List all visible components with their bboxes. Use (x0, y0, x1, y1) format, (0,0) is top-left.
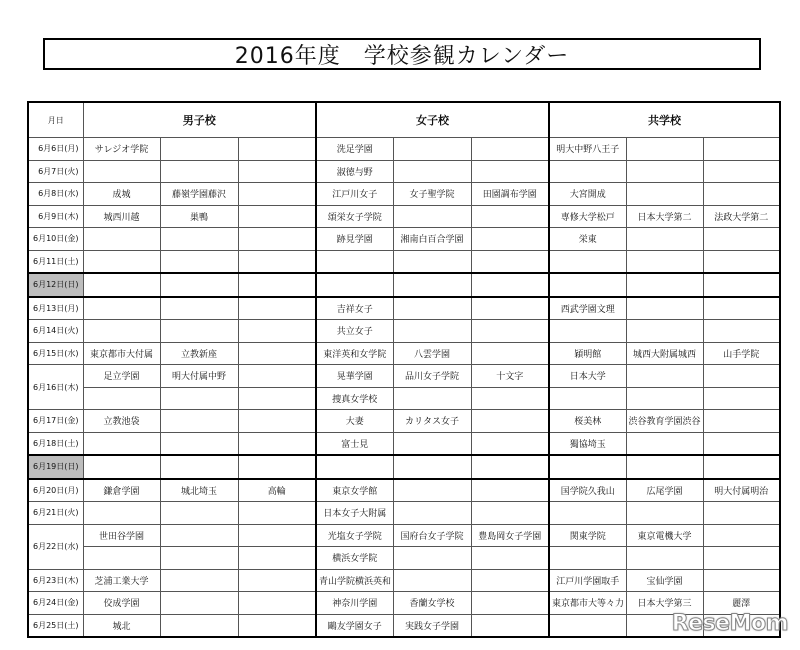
school-cell: 麗澤 (703, 592, 780, 615)
school-cell (160, 138, 238, 161)
school-cell (160, 569, 238, 592)
calendar-row (28, 502, 780, 525)
school-cell (471, 569, 549, 592)
school-cell: 東京都市大付属 (83, 342, 160, 365)
school-cell (83, 455, 160, 479)
school-cell (703, 547, 780, 570)
school-cell (238, 160, 316, 183)
calendar-table (27, 101, 781, 638)
school-cell: 江戸川学園取手 (549, 569, 626, 592)
school-cell (83, 160, 160, 183)
school-cell: 田園調布学園 (471, 183, 549, 206)
school-cell (626, 502, 703, 525)
school-cell (160, 297, 238, 320)
calendar-row (28, 342, 780, 365)
school-cell (238, 183, 316, 206)
school-cell (393, 138, 471, 161)
girls-header: 女子校 (316, 102, 549, 138)
calendar-row (28, 432, 780, 455)
school-cell (549, 614, 626, 637)
school-cell (83, 387, 160, 410)
school-cell (626, 228, 703, 251)
date-cell: 6月9日(木) (28, 205, 83, 228)
school-cell: 国府台女子学院 (393, 524, 471, 547)
school-cell: 青山学院横浜英和 (316, 569, 393, 592)
school-cell: 江戸川女子 (316, 183, 393, 206)
school-cell (626, 455, 703, 479)
school-cell (160, 455, 238, 479)
school-cell (471, 273, 549, 297)
school-cell: 品川女子学院 (393, 365, 471, 388)
school-cell: 藤嶺学園藤沢 (160, 183, 238, 206)
school-cell: 共立女子 (316, 320, 393, 343)
school-cell (238, 592, 316, 615)
school-cell (471, 160, 549, 183)
school-cell (703, 387, 780, 410)
school-cell: 日本大学第三 (626, 592, 703, 615)
school-cell: 栄東 (549, 228, 626, 251)
school-cell (160, 160, 238, 183)
school-cell (393, 205, 471, 228)
school-cell: 城西大附属城西 (626, 342, 703, 365)
school-cell (471, 138, 549, 161)
school-cell: 富士見 (316, 432, 393, 455)
calendar-row (28, 365, 780, 388)
school-cell (160, 228, 238, 251)
calendar-row (28, 410, 780, 433)
school-cell: 山手学院 (703, 342, 780, 365)
school-cell: 鷗友学園女子 (316, 614, 393, 637)
school-cell (703, 455, 780, 479)
calendar-row (28, 297, 780, 320)
school-cell (471, 205, 549, 228)
calendar-row (28, 479, 780, 502)
date-cell: 6月14日(火) (28, 320, 83, 343)
school-cell: 洗足学園 (316, 138, 393, 161)
school-cell (703, 365, 780, 388)
school-cell (238, 455, 316, 479)
calendar-row (28, 455, 780, 479)
date-cell: 6月25日(土) (28, 614, 83, 637)
school-cell: 立教新座 (160, 342, 238, 365)
school-cell (471, 410, 549, 433)
school-cell: 晃華学園 (316, 365, 393, 388)
school-cell (626, 250, 703, 273)
school-cell (238, 410, 316, 433)
school-cell: 成城 (83, 183, 160, 206)
school-cell (549, 547, 626, 570)
school-cell (626, 183, 703, 206)
date-cell: 6月22日(水) (28, 524, 83, 569)
school-cell: 日本女子大附属 (316, 502, 393, 525)
school-cell: 獨協埼玉 (549, 432, 626, 455)
school-cell: 鎌倉学園 (83, 479, 160, 502)
school-cell: 渋谷教育学園渋谷 (626, 410, 703, 433)
school-cell (703, 138, 780, 161)
school-cell: 大宮開成 (549, 183, 626, 206)
school-cell (393, 432, 471, 455)
school-cell (471, 432, 549, 455)
school-cell (626, 297, 703, 320)
school-cell (83, 547, 160, 570)
school-cell (471, 592, 549, 615)
school-cell (160, 614, 238, 637)
school-cell: 湘南白百合学園 (393, 228, 471, 251)
school-cell (703, 524, 780, 547)
school-cell (703, 183, 780, 206)
date-cell: 6月6日(月) (28, 138, 83, 161)
school-cell: 広尾学園 (626, 479, 703, 502)
date-cell: 6月10日(金) (28, 228, 83, 251)
school-cell: 神奈川学園 (316, 592, 393, 615)
school-cell (160, 387, 238, 410)
school-cell (549, 273, 626, 297)
school-cell (160, 547, 238, 570)
school-cell (703, 502, 780, 525)
school-cell (626, 547, 703, 570)
school-cell (393, 273, 471, 297)
school-cell (160, 320, 238, 343)
school-cell: 城北埼玉 (160, 479, 238, 502)
school-cell (393, 547, 471, 570)
school-cell: 芝浦工業大学 (83, 569, 160, 592)
school-cell (549, 455, 626, 479)
school-cell: 立教池袋 (83, 410, 160, 433)
school-cell: 東京都市大等々力 (549, 592, 626, 615)
school-cell (703, 569, 780, 592)
school-cell (83, 502, 160, 525)
school-cell (316, 250, 393, 273)
school-cell (393, 387, 471, 410)
school-cell (83, 273, 160, 297)
school-cell: 国学院久我山 (549, 479, 626, 502)
school-cell (160, 502, 238, 525)
school-cell (238, 502, 316, 525)
school-cell (238, 320, 316, 343)
school-cell (393, 479, 471, 502)
school-cell: 足立学園 (83, 365, 160, 388)
school-cell (393, 160, 471, 183)
calendar-row (28, 524, 780, 547)
school-cell (238, 569, 316, 592)
school-cell (471, 387, 549, 410)
school-cell: 横浜女学院 (316, 547, 393, 570)
school-cell (626, 432, 703, 455)
school-cell (549, 320, 626, 343)
school-cell (238, 250, 316, 273)
school-cell (83, 297, 160, 320)
calendar-row (28, 183, 780, 206)
calendar-row (28, 228, 780, 251)
school-cell (703, 410, 780, 433)
school-cell (316, 455, 393, 479)
school-cell (626, 387, 703, 410)
school-cell (471, 342, 549, 365)
school-cell: 大妻 (316, 410, 393, 433)
school-cell: 関東学院 (549, 524, 626, 547)
school-cell (471, 502, 549, 525)
school-cell (83, 250, 160, 273)
school-cell (471, 547, 549, 570)
school-cell: 巣鴨 (160, 205, 238, 228)
school-cell: 東洋英和女学院 (316, 342, 393, 365)
school-cell: 十文字 (471, 365, 549, 388)
date-cell: 6月15日(水) (28, 342, 83, 365)
calendar-row (28, 205, 780, 228)
date-cell: 6月7日(火) (28, 160, 83, 183)
school-cell: 東京女学館 (316, 479, 393, 502)
school-cell (471, 614, 549, 637)
school-cell (238, 524, 316, 547)
date-cell: 6月13日(月) (28, 297, 83, 320)
school-cell: カリタス女子 (393, 410, 471, 433)
school-cell (83, 228, 160, 251)
calendar-row (28, 592, 780, 615)
school-cell (626, 138, 703, 161)
school-cell (393, 455, 471, 479)
school-cell: 高輪 (238, 479, 316, 502)
school-cell (393, 250, 471, 273)
school-cell (83, 320, 160, 343)
date-cell: 6月16日(木) (28, 365, 83, 410)
calendar-body (28, 138, 780, 638)
date-cell: 6月24日(金) (28, 592, 83, 615)
calendar-row (28, 160, 780, 183)
date-cell: 6月18日(土) (28, 432, 83, 455)
school-cell (393, 502, 471, 525)
school-cell (238, 387, 316, 410)
school-cell (238, 365, 316, 388)
date-cell: 6月20日(月) (28, 479, 83, 502)
date-cell: 6月12日(日) (28, 273, 83, 297)
school-cell (703, 273, 780, 297)
school-cell (549, 387, 626, 410)
calendar-row (28, 138, 780, 161)
boys-header: 男子校 (83, 102, 316, 138)
school-cell (549, 502, 626, 525)
school-cell (238, 547, 316, 570)
header-row (28, 102, 780, 138)
school-cell: 佼成学園 (83, 592, 160, 615)
school-cell: 頌栄女子学院 (316, 205, 393, 228)
school-cell (703, 250, 780, 273)
school-cell (238, 138, 316, 161)
date-cell: 6月8日(水) (28, 183, 83, 206)
school-cell: 世田谷学園 (83, 524, 160, 547)
school-cell (316, 273, 393, 297)
school-cell: 八雲学園 (393, 342, 471, 365)
date-header: 月日 (28, 102, 83, 138)
date-cell: 6月17日(金) (28, 410, 83, 433)
calendar-row (28, 569, 780, 592)
school-cell (238, 228, 316, 251)
calendar-row (28, 273, 780, 297)
school-cell: 日本大学第二 (626, 205, 703, 228)
school-cell (471, 320, 549, 343)
calendar-table-wrap (27, 101, 779, 638)
school-cell (471, 455, 549, 479)
school-cell: 豊島岡女子学園 (471, 524, 549, 547)
school-cell: サレジオ学院 (83, 138, 160, 161)
school-cell: 東京電機大学 (626, 524, 703, 547)
school-cell (160, 410, 238, 433)
school-cell: 明大付属中野 (160, 365, 238, 388)
calendar-row (28, 250, 780, 273)
school-cell: 穎明館 (549, 342, 626, 365)
school-cell (471, 228, 549, 251)
school-cell (626, 160, 703, 183)
school-cell (703, 160, 780, 183)
school-cell: 明大中野八王子 (549, 138, 626, 161)
school-cell: 城西川越 (83, 205, 160, 228)
school-cell: 捜真女学校 (316, 387, 393, 410)
resemom-watermark: ReseMom (671, 611, 788, 636)
school-cell (238, 205, 316, 228)
school-cell (549, 250, 626, 273)
school-cell (238, 273, 316, 297)
school-cell: 女子聖学院 (393, 183, 471, 206)
school-cell (83, 432, 160, 455)
school-cell (238, 297, 316, 320)
school-cell: 法政大学第二 (703, 205, 780, 228)
school-cell (626, 320, 703, 343)
date-cell: 6月21日(火) (28, 502, 83, 525)
school-cell: 吉祥女子 (316, 297, 393, 320)
school-cell (703, 320, 780, 343)
school-cell (703, 432, 780, 455)
school-cell (238, 614, 316, 637)
calendar-row (28, 614, 780, 637)
date-cell: 6月23日(木) (28, 569, 83, 592)
school-cell: 桜美林 (549, 410, 626, 433)
page-title: 2016年度 学校参観カレンダー (43, 38, 761, 70)
school-cell (160, 592, 238, 615)
school-cell (549, 160, 626, 183)
school-cell (393, 297, 471, 320)
school-cell: 明大付属明治 (703, 479, 780, 502)
school-cell: 光塩女子学院 (316, 524, 393, 547)
school-cell (703, 228, 780, 251)
school-cell (160, 250, 238, 273)
calendar-row (28, 320, 780, 343)
school-cell: 専修大学松戸 (549, 205, 626, 228)
school-cell: 西武学園文理 (549, 297, 626, 320)
school-cell (471, 250, 549, 273)
school-cell: 宝仙学園 (626, 569, 703, 592)
school-cell (471, 297, 549, 320)
school-cell: 城北 (83, 614, 160, 637)
school-cell (160, 524, 238, 547)
school-cell (160, 432, 238, 455)
school-cell (160, 273, 238, 297)
coed-header: 共学校 (549, 102, 780, 138)
date-cell: 6月19日(日) (28, 455, 83, 479)
date-cell: 6月11日(土) (28, 250, 83, 273)
school-cell: 日本大学 (549, 365, 626, 388)
school-cell (471, 479, 549, 502)
school-cell (238, 342, 316, 365)
calendar-row (28, 547, 780, 570)
school-cell (703, 297, 780, 320)
school-cell: 実践女子学園 (393, 614, 471, 637)
school-cell (393, 320, 471, 343)
school-cell: 香蘭女学校 (393, 592, 471, 615)
school-cell (626, 365, 703, 388)
school-cell (393, 569, 471, 592)
school-cell: 跡見学園 (316, 228, 393, 251)
school-cell (238, 432, 316, 455)
calendar-row (28, 387, 780, 410)
school-cell: 淑徳与野 (316, 160, 393, 183)
school-cell (626, 273, 703, 297)
